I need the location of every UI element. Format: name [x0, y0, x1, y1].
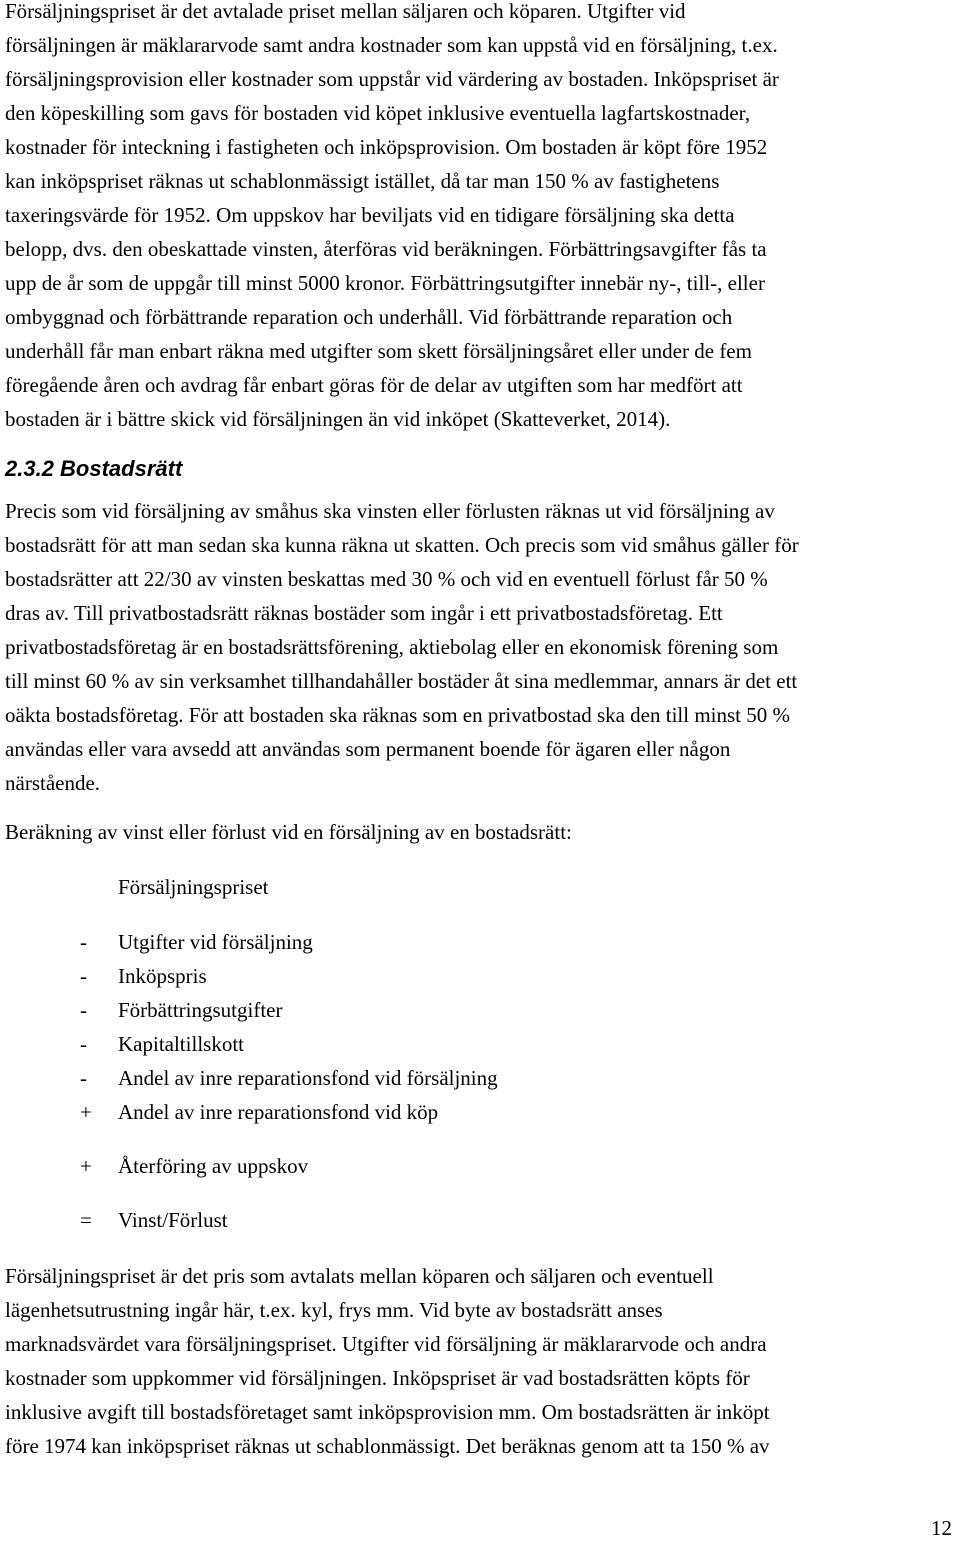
formula-term: Kapitaltillskott — [118, 1032, 244, 1056]
formula-row — [0, 925, 960, 959]
formula-row — [0, 1095, 960, 1129]
text-line: bostaden är i bättre skick vid försäljningen än vid inköpet (Skatteverket, 2014). — [5, 407, 671, 431]
text-line: lägenhetsutrustning ingår här, t.ex. kyl, frys mm. Vid byte av bostadsrätt anses — [5, 1298, 663, 1322]
formula-term: Inköpspris — [118, 964, 207, 988]
text-line: upp de år som de uppgår till minst 5000 kronor. Förbättringsutgifter innebär ny-, till-, eller — [5, 271, 765, 295]
paragraph-sale-price-bostadsratt — [5, 1259, 960, 1463]
formula-operator: - — [80, 998, 87, 1022]
formula-term: Andel av inre reparationsfond vid köp — [118, 1100, 439, 1124]
formula-row — [0, 993, 960, 1027]
text-line: inklusive avgift till bostadsföretaget samt inköpsprovision mm. Om bostadsrätten är inköpt — [5, 1400, 770, 1424]
formula-term: Andel av inre reparationsfond vid försäljning — [118, 1066, 498, 1090]
text-line: kan inköpspriset räknas ut schablonmässigt istället, då tar man 150 % av fastighetens — [5, 169, 720, 193]
formula-row — [0, 959, 960, 993]
formula-row — [0, 1061, 960, 1095]
text-line: försäljningen är mäklararvode samt andra kostnader som kan uppstå vid en försäljning, t.ex. — [5, 33, 778, 57]
formula-row — [0, 1027, 960, 1061]
text-line: användas eller vara avsedd att användas som permanent boende för ägaren eller någon — [5, 737, 731, 761]
text-line: kostnader som uppkommer vid försäljningen. Inköpspriset är vad bostadsrätten köpts för — [5, 1366, 750, 1390]
formula-operator: = — [80, 1208, 92, 1232]
text-line: före 1974 kan inköpspriset räknas ut schablonmässigt. Det beräknas genom att ta 150 % av — [5, 1434, 770, 1458]
text-line: närstående. — [5, 771, 101, 795]
formula-term: Vinst/Förlust — [118, 1208, 228, 1232]
text-line: Försäljningspriset är det avtalade priset mellan säljaren och köparen. Utgifter vid — [5, 0, 686, 23]
text-line: belopp, dvs. den obeskattade vinsten, återföras vid beräkningen. Förbättringsavgifter fås ta — [5, 237, 767, 261]
text-line: försäljningsprovision eller kostnader som uppstår vid värdering av bostaden. Inköpspriset är — [5, 67, 779, 91]
text-line: marknadsvärdet vara försäljningspriset. Utgifter vid försäljning är mäklararvode och andra — [5, 1332, 767, 1356]
calculation-intro — [5, 815, 960, 849]
text-line: föregående åren och avdrag får enbart göras för de delar av utgiften som har medfört att — [5, 373, 743, 397]
formula-term: Utgifter vid försäljning — [118, 930, 313, 954]
formula-operator: + — [80, 1154, 92, 1178]
text-line: dras av. Till privatbostadsrätt räknas bostäder som ingår i ett privatbostadsföretag. Ett — [5, 601, 723, 625]
formula-operator: - — [80, 964, 87, 988]
formula-term: Förbättringsutgifter — [118, 998, 283, 1022]
formula-operator: - — [80, 930, 87, 954]
section-heading: 2.3.2 Bostadsrätt — [5, 456, 183, 481]
text-line: bostadsrätter att 22/30 av vinsten beskattas med 30 % och vid en eventuell förlust får 50 % — [5, 567, 768, 591]
paragraph-bostadsratt-intro — [5, 494, 960, 800]
page-number: 12 — [931, 1516, 952, 1540]
text-line: oäkta bostadsföretag. För att bostaden ska räknas som en privatbostad ska den till minst 50 % — [5, 703, 791, 727]
text-line: Beräkning av vinst eller förlust vid en försäljning av en bostadsrätt: — [5, 820, 572, 844]
formula-operator: - — [80, 1032, 87, 1056]
text-line: den köpeskilling som gavs för bostaden vid köpet inklusive eventuella lagfartskostnader, — [5, 101, 751, 125]
paragraph-sale-price-definitions — [5, 0, 960, 436]
formula-term: Försäljningspriset — [118, 875, 269, 899]
formula-row — [0, 870, 960, 904]
text-line: bostadsrätt för att man sedan ska kunna räkna ut skatten. Och precis som vid småhus gäller för — [5, 533, 799, 557]
text-line: taxeringsvärde för 1952. Om uppskov har beviljats vid en tidigare försäljning ska detta — [5, 203, 735, 227]
text-line: Försäljningspriset är det pris som avtalats mellan köparen och säljaren och eventuell — [5, 1264, 714, 1288]
formula-operator: + — [80, 1100, 92, 1124]
text-line: ombyggnad och förbättrande reparation och underhåll. Vid förbättrande reparation och — [5, 305, 733, 329]
formula-row — [0, 1149, 960, 1183]
text-line: privatbostadsföretag är en bostadsrättsförening, aktiebolag eller en ekonomisk förening som — [5, 635, 779, 659]
formula-operator: - — [80, 1066, 87, 1090]
text-line: Precis som vid försäljning av småhus ska vinsten eller förlusten räknas ut vid försäljning av — [5, 499, 775, 523]
formula-row — [0, 1203, 960, 1237]
text-line: kostnader för inteckning i fastigheten och inköpsprovision. Om bostaden är köpt före 1952 — [5, 135, 768, 159]
formula-term: Återföring av uppskov — [118, 1154, 309, 1178]
text-line: till minst 60 % av sin verksamhet tillhandahåller bostäder åt sina medlemmar, annars är det ett — [5, 669, 798, 693]
text-line: underhåll får man enbart räkna med utgifter som skett försäljningsåret eller under de fem — [5, 339, 752, 363]
